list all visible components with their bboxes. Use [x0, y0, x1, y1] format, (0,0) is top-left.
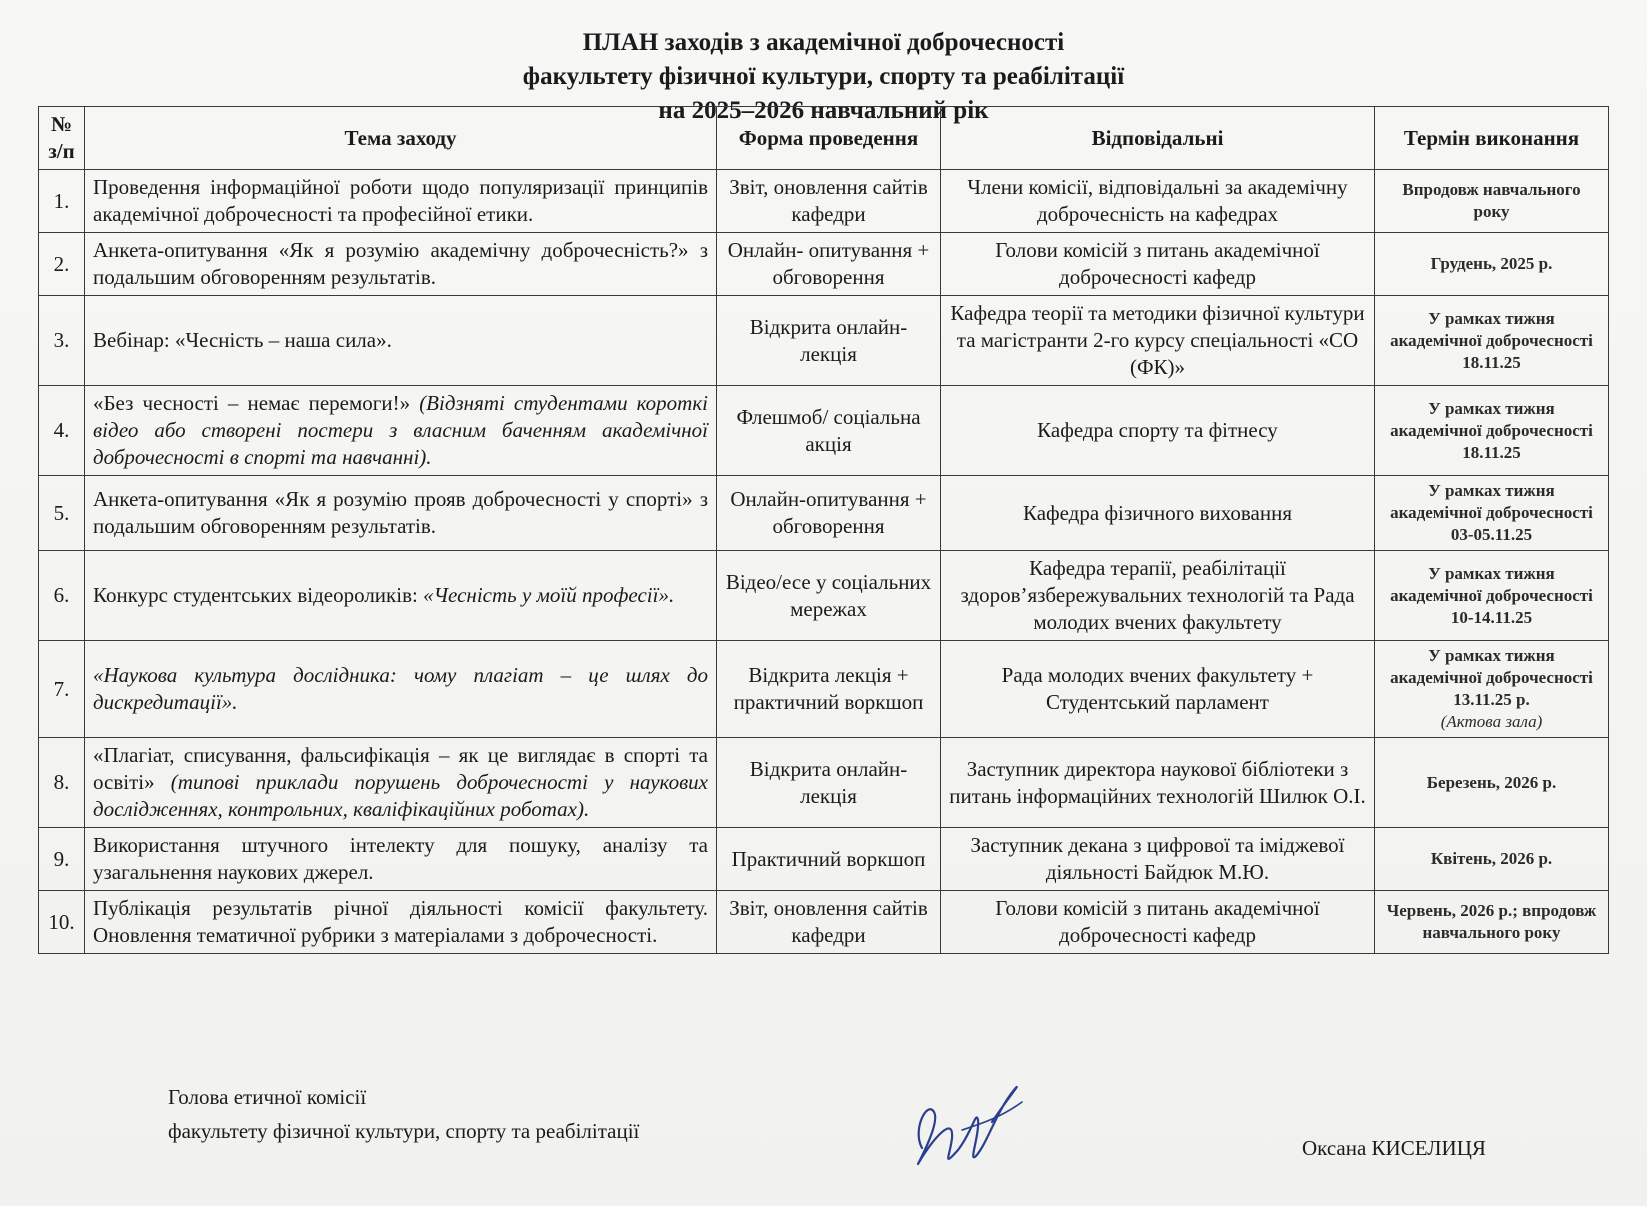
table-row	[39, 828, 1609, 891]
topic-text: Конкурс студентських відеороликів:	[93, 583, 418, 607]
row-term	[1375, 891, 1609, 954]
row-term	[1375, 828, 1609, 891]
topic-text: «Плагіат, списування, фальсифікація – як це виглядає в спорті та освіті»	[93, 743, 708, 794]
term-text: У рамках тижня академічної доброчесності 13.11.25 р.	[1390, 646, 1593, 709]
row-number: 7.	[39, 641, 85, 738]
topic-text: Анкета-опитування «Як я розумію прояв доброчесності у спорті» з подальшим обговоренням результатів.	[93, 487, 708, 538]
row-number: 3.	[39, 296, 85, 386]
topic-note: «Чесність у моїй професії».	[423, 583, 675, 607]
row-term	[1375, 386, 1609, 476]
topic-text: Використання штучного інтелекту для пошуку, аналізу та узагальнення наукових джерел.	[93, 833, 708, 884]
title-line-1: ПЛАН заходів з академічної доброчесності	[582, 29, 1065, 56]
topic-note: «Наукова культура дослідника: чому плагіат – це шлях до дискредитації».	[93, 663, 708, 714]
row-term	[1375, 476, 1609, 551]
signer-position-line-1: Голова етичної комісії	[168, 1085, 367, 1109]
table-row	[39, 738, 1609, 828]
row-form: Відкрита лекція + практичний воркшоп	[717, 641, 941, 738]
term-note: (Актова зала)	[1440, 712, 1543, 731]
row-form: Відео/есе у соціальних мережах	[717, 551, 941, 641]
row-term	[1375, 170, 1609, 233]
row-responsible: Голови комісій з питань академічної доброчесності кафедр	[941, 891, 1375, 954]
term-text: У рамках тижня академічної доброчесності 18.11.25	[1390, 308, 1593, 372]
row-responsible: Кафедра терапії, реабілітації здоров’язбережувальних технологій та Рада молодих вчених факультету	[941, 551, 1375, 641]
table-body	[39, 170, 1609, 954]
row-number: 2.	[39, 233, 85, 296]
plan-table	[38, 106, 1609, 954]
title-line-3: на 2025–2026 навчальний рік	[658, 97, 989, 124]
row-form: Онлайн-опитування + обговорення	[717, 476, 941, 551]
row-responsible: Кафедра теорії та методики фізичної культури та магістранти 2-го курсу спеціальності «СО (ФК)»	[941, 296, 1375, 386]
row-responsible: Голови комісій з питань академічної доброчесності кафедр	[941, 233, 1375, 296]
row-topic	[85, 170, 717, 233]
row-topic	[85, 738, 717, 828]
row-responsible: Кафедра спорту та фітнесу	[941, 386, 1375, 476]
row-responsible: Рада молодих вчених факультету + Студентський парламент	[941, 641, 1375, 738]
header-responsible: Відповідальні	[941, 107, 1375, 170]
term-text: Впродовж навчального року	[1402, 180, 1581, 221]
signer-name: Оксана КИСЕЛИЦЯ	[1302, 1136, 1486, 1160]
row-topic	[85, 386, 717, 476]
row-term	[1375, 551, 1609, 641]
term-text: Березень, 2026 р.	[1426, 772, 1557, 792]
row-responsible: Члени комісії, відповідальні за академічну доброчесність на кафедрах	[941, 170, 1375, 233]
topic-text: Публікація результатів річної діяльності комісії факультету. Оновлення тематичної рубрики з матеріалами з доброчесності.	[93, 896, 708, 947]
term-text: Червень, 2026 р.; впродовж навчального року	[1386, 901, 1597, 942]
row-responsible: Заступник декана з цифрової та іміджевої діяльності Байдюк М.Ю.	[941, 828, 1375, 891]
header-form: Форма проведення	[717, 107, 941, 170]
table-row	[39, 386, 1609, 476]
handwritten-signature	[892, 1060, 1052, 1180]
table-row	[39, 476, 1609, 551]
row-term	[1375, 233, 1609, 296]
row-number: 9.	[39, 828, 85, 891]
row-number: 5.	[39, 476, 85, 551]
row-number: 10.	[39, 891, 85, 954]
row-topic	[85, 891, 717, 954]
term-text: Квітень, 2026 р.	[1430, 849, 1553, 868]
row-form: Флешмоб/ соціальна акція	[717, 386, 941, 476]
table-row	[39, 296, 1609, 386]
term-text: У рамках тижня академічної доброчесності 03-05.11.25	[1390, 481, 1593, 544]
table-row	[39, 641, 1609, 738]
term-text: Грудень, 2025 р.	[1430, 254, 1553, 273]
signer-position-line-2: факультету фізичної культури, спорту та реабілітації	[168, 1119, 640, 1143]
row-number: 1.	[39, 170, 85, 233]
row-form: Звіт, оновлення сайтів кафедри	[717, 891, 941, 954]
row-topic	[85, 828, 717, 891]
signature-block	[168, 1080, 639, 1148]
row-term	[1375, 641, 1609, 738]
topic-text: Анкета-опитування «Як я розумію академічну доброчесність?» з подальшим обговоренням результатів.	[93, 238, 708, 289]
row-form: Звіт, оновлення сайтів кафедри	[717, 170, 941, 233]
row-topic	[85, 476, 717, 551]
header-topic: Тема заходу	[85, 107, 717, 170]
row-number: 8.	[39, 738, 85, 828]
row-number: 6.	[39, 551, 85, 641]
row-form: Практичний воркшоп	[717, 828, 941, 891]
header-num: № з/п	[39, 107, 85, 170]
table-row	[39, 170, 1609, 233]
row-term	[1375, 738, 1609, 828]
row-form: Відкрита онлайн-лекція	[717, 296, 941, 386]
topic-text: Вебінар: «Чесність – наша сила».	[93, 328, 392, 352]
row-topic	[85, 551, 717, 641]
row-topic	[85, 641, 717, 738]
row-form: Онлайн- опитування + обговорення	[717, 233, 941, 296]
table-header-row	[39, 107, 1609, 170]
topic-note: (Відзняті студентами короткі відео або створені постери з власним баченням академічної доброчесності в спорті та навчанні).	[93, 391, 708, 469]
term-text: У рамках тижня академічної доброчесності 18.11.25	[1390, 398, 1593, 462]
row-responsible: Кафедра фізичного виховання	[941, 476, 1375, 551]
table-row	[39, 233, 1609, 296]
row-form: Відкрита онлайн-лекція	[717, 738, 941, 828]
table-row	[39, 551, 1609, 641]
topic-text: Проведення інформаційної роботи щодо популяризації принципів академічної доброчесності та професійної етики.	[93, 175, 708, 226]
row-number: 4.	[39, 386, 85, 476]
title-line-2: факультету фізичної культури, спорту та реабілітації	[522, 63, 1125, 90]
row-topic	[85, 233, 717, 296]
row-term	[1375, 296, 1609, 386]
topic-note: (типові приклади порушень доброчесності у наукових дослідженнях, контрольних, кваліфікаційних роботах).	[93, 770, 709, 821]
table-row	[39, 891, 1609, 954]
row-responsible: Заступник директора наукової бібліотеки з питань інформаційних технологій Шилюк О.І.	[941, 738, 1375, 828]
row-topic	[85, 296, 717, 386]
term-text: У рамках тижня академічної доброчесності 10-14.11.25	[1390, 563, 1593, 627]
topic-text: «Без чесності – немає перемоги!»	[93, 391, 411, 415]
header-term: Термін виконання	[1375, 107, 1609, 170]
